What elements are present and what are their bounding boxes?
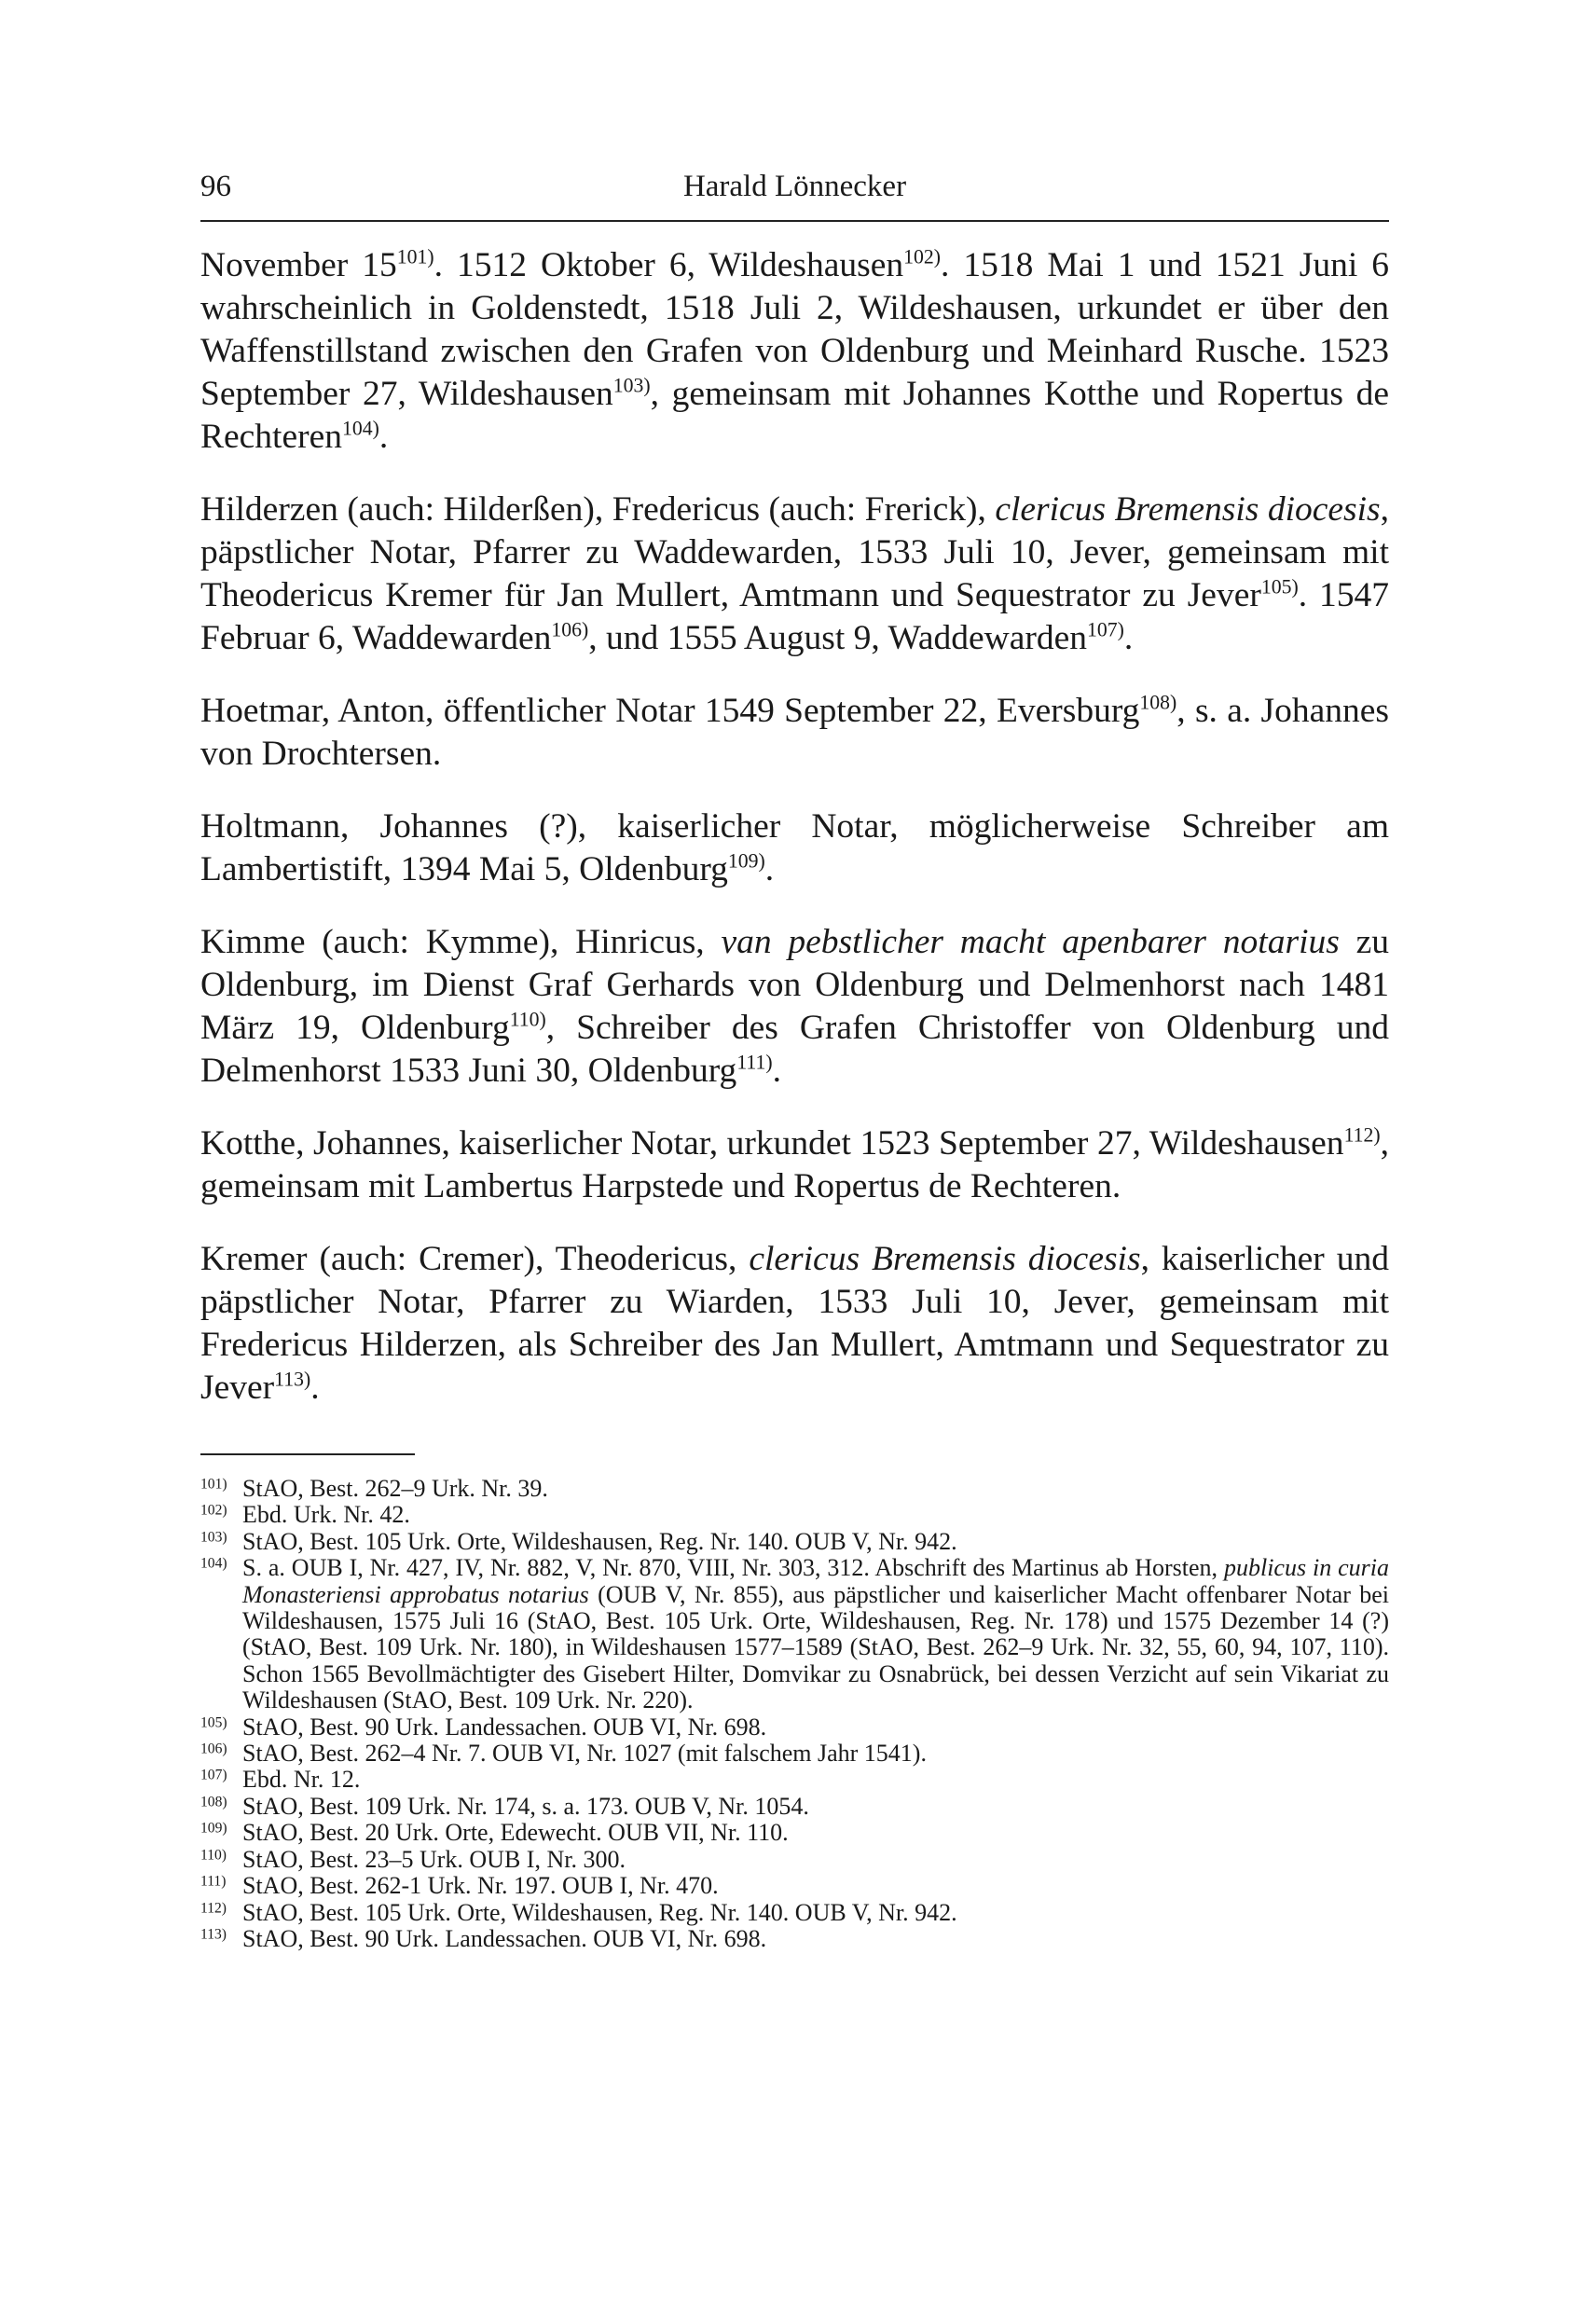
text-run: Hilderzen (auch: Hilderßen), Fredericus (auch: Frerick), — [200, 490, 996, 529]
footnote-number: 102) — [200, 1502, 227, 1519]
text-run: StAO, Best. 262-1 Urk. Nr. 197. OUB I, Nr. 470. — [242, 1872, 719, 1900]
footnote-number: 106) — [200, 1741, 227, 1757]
text-run: StAO, Best. 105 Urk. Orte, Wildeshausen, Reg. Nr. 140. OUB V, Nr. 942. — [242, 1527, 957, 1555]
footnote-number: 112) — [200, 1899, 227, 1916]
footnote-reference: 107) — [1087, 618, 1124, 641]
text-run: . 1547 Februar 6, Waddewarden — [200, 576, 1389, 657]
text-run: Kimme (auch: Kymme), Hinricus, — [200, 923, 722, 961]
text-run: , gemeinsam mit Johannes Kotthe und Ropertus de Rechteren — [200, 375, 1389, 456]
footnote-reference: 104) — [342, 417, 379, 440]
text-run: StAO, Best. 262–9 Urk. Nr. 39. — [242, 1475, 548, 1502]
text-run: , Schreiber des Grafen Christoffer von Oldenburg und Delmenhorst 1533 Juni 30, Oldenburg — [200, 1009, 1389, 1090]
footnote-reference: 112) — [1343, 1123, 1381, 1147]
footnote — [200, 1926, 1389, 1952]
text-run: StAO, Best. 109 Urk. Nr. 174, s. a. 173. OUB V, Nr. 1054. — [242, 1792, 809, 1820]
footnote-reference: 106) — [551, 618, 589, 641]
text-run: Hoetmar, Anton, öffentlicher Notar 1549 September 22, Eversburg — [200, 692, 1140, 730]
footnote-reference: 105) — [1260, 575, 1299, 599]
footnote-number-wrapper — [200, 1794, 242, 1820]
footnote-number: 105) — [200, 1714, 227, 1731]
text-run: StAO, Best. 20 Urk. Orte, Edewecht. OUB VII, Nr. 110. — [242, 1819, 789, 1847]
footnote-number: 107) — [200, 1767, 227, 1783]
footnote — [200, 1714, 1389, 1741]
text-run: StAO, Best. 262–4 Nr. 7. OUB VI, Nr. 1027 (mit falschem Jahr 1541). — [242, 1740, 927, 1768]
header-rule — [200, 220, 1389, 222]
footnote-reference: 102) — [903, 245, 942, 268]
text-run: . — [772, 1052, 781, 1090]
entry-hilderzen — [200, 489, 1389, 660]
running-head — [200, 170, 1389, 214]
footnote-reference: 108) — [1139, 691, 1177, 714]
entry-lambertus — [200, 244, 1389, 459]
text-run: StAO, Best. 23–5 Urk. OUB I, Nr. 300. — [242, 1845, 626, 1873]
latin-phrase: clericus Bremensis diocesis — [749, 1240, 1141, 1278]
text-run: November 15 — [200, 246, 397, 284]
text-run: . — [764, 850, 775, 888]
footnote-number-wrapper — [200, 1476, 242, 1502]
main-text — [200, 244, 1389, 1439]
footnote-number-wrapper — [200, 1820, 242, 1846]
entry-kremer — [200, 1238, 1389, 1410]
text-run: (OUB V, Nr. 855), aus päpstlicher und kaiserlicher Macht offenbarer Notar bei Wildeshausen, 1575 Juli 16 (StAO, Best. 105 Urk. Orte, Wildeshausen, Reg. Nr. 178) und 1575 Dezember 14 (?) (StAO, Best. 109 Urk. Nr. 180), in Wildeshausen 1577–1589 (StAO, Best. 262–9 Urk. Nr. 32, 55, 60, 94, 107, 110). Schon 1565 Bevollmächtigter des Gisebert Hilter, Domvikar zu Osnabrück, bei dessen Verzicht auf sein Vikariat zu Wildeshausen (StAO, Best. 109 Urk. Nr. 220). — [242, 1580, 1390, 1714]
footnote-number-wrapper — [200, 1529, 242, 1555]
text-run: , s. a. Johannes von Drochtersen. — [200, 692, 1389, 773]
footnote-number: 109) — [200, 1820, 227, 1837]
footnote — [200, 1794, 1389, 1820]
text-run: Kotthe, Johannes, kaiserlicher Notar, urkundet 1523 September 27, Wildeshausen — [200, 1124, 1344, 1163]
footnote — [200, 1529, 1389, 1555]
text-run: , päpstlicher Notar, Pfarrer zu Waddewarden, 1533 Juli 10, Jever, gemeinsam mit Theodericus Kremer für Jan Mullert, Amtmann und Sequestrator zu Jever — [200, 490, 1390, 614]
text-run: , gemeinsam mit Lambertus Harpstede und Ropertus de Rechteren. — [200, 1124, 1389, 1205]
footnote-number: 104) — [200, 1555, 227, 1572]
text-run: , und 1555 August 9, Waddewarden — [588, 619, 1087, 657]
footnote-number-wrapper — [200, 1767, 242, 1793]
footnote — [200, 1502, 1389, 1528]
footnote-number: 110) — [200, 1847, 227, 1864]
footnote-number-wrapper — [200, 1926, 242, 1952]
latin-phrase: clericus Bremensis diocesis — [995, 490, 1381, 529]
latin-phrase: van pebstlicher macht apenbarer notarius — [721, 923, 1340, 961]
text-run: Ebd. Nr. 12. — [242, 1766, 361, 1794]
text-run: StAO, Best. 105 Urk. Orte, Wildeshausen, Reg. Nr. 140. OUB V, Nr. 942. — [242, 1898, 957, 1926]
footnote-number-wrapper — [200, 1900, 242, 1926]
text-run: StAO, Best. 90 Urk. Landessachen. OUB VI, Nr. 698. — [242, 1713, 767, 1741]
text-run: Ebd. Urk. Nr. 42. — [242, 1501, 410, 1529]
text-run: , kaiserlicher und päpstlicher Notar, Pfarrer zu Wiarden, 1533 Juli 10, Jever, gemeinsam mit Fredericus Hilderzen, als Schreiber des Jan Mullert, Amtmann und Sequestrator zu Jever — [200, 1240, 1389, 1407]
footnote-number-wrapper — [200, 1741, 242, 1767]
page-number: 96 — [200, 170, 231, 203]
footnote-number: 103) — [200, 1529, 227, 1546]
footnote-number: 113) — [200, 1926, 227, 1943]
text-run: StAO, Best. 90 Urk. Landessachen. OUB VI, Nr. 698. — [242, 1924, 767, 1952]
entry-holtmann — [200, 805, 1389, 891]
footnote-number: 108) — [200, 1794, 227, 1810]
footnote-reference: 111) — [736, 1051, 773, 1074]
footnote-reference: 110) — [509, 1008, 546, 1031]
footnote-number: 101) — [200, 1476, 227, 1493]
entry-kimme — [200, 921, 1389, 1093]
footnote-number-wrapper — [200, 1555, 242, 1581]
footnote-reference: 113) — [274, 1368, 311, 1391]
text-run: . — [1123, 619, 1134, 657]
text-run: Holtmann, Johannes (?), kaiserlicher Notar, möglicherweise Schreiber am Lambertistift, 1394 Mai 5, Oldenburg — [200, 807, 1389, 888]
text-run: S. a. OUB I, Nr. 427, IV, Nr. 882, V, Nr. 870, VIII, Nr. 303, 312. Abschrift des Martinus ab Horsten, — [242, 1554, 1224, 1582]
latin-phrase: publicus in curia Monasteriensi approbatus notarius — [242, 1554, 1389, 1608]
footnote-number-wrapper — [200, 1873, 242, 1899]
text-run: . — [310, 1369, 320, 1407]
footnote — [200, 1847, 1389, 1873]
footnote-reference: 103) — [612, 374, 651, 397]
footnote-number-wrapper — [200, 1714, 242, 1741]
footnote-number-wrapper — [200, 1847, 242, 1873]
footnote — [200, 1873, 1389, 1899]
running-head-author: Harald Lönnecker — [682, 170, 907, 203]
footnote — [200, 1555, 1389, 1713]
entry-hoetmar — [200, 690, 1389, 776]
text-run: . — [378, 418, 389, 456]
footnote-number-wrapper — [200, 1502, 242, 1528]
footnote-reference: 101) — [396, 245, 434, 268]
text-run: . 1512 Oktober 6, Wildeshausen — [433, 246, 904, 284]
text-run: . 1518 Mai 1 und 1521 Juni 6 wahrscheinlich in Goldenstedt, 1518 Juli 2, Wildeshausen, urkundet er über den Waffenstillstand zwischen den Grafen von Oldenburg und Meinhard Rusche. 1523 September 27, Wildeshausen — [200, 246, 1389, 413]
footnote-separator — [200, 1453, 415, 1455]
footnote-reference: 109) — [727, 849, 765, 873]
text-run: Kremer (auch: Cremer), Theodericus, — [200, 1240, 750, 1278]
footnote — [200, 1820, 1389, 1846]
footnote-number: 111) — [200, 1873, 227, 1890]
footnotes — [200, 1476, 1389, 1952]
text-run: zu Oldenburg, im Dienst Graf Gerhards von Oldenburg und Delmenhorst nach 1481 März 19, Oldenburg — [200, 923, 1389, 1047]
footnote — [200, 1741, 1389, 1767]
entry-kotthe — [200, 1122, 1389, 1208]
footnote — [200, 1767, 1389, 1793]
footnote — [200, 1900, 1389, 1926]
footnote — [200, 1476, 1389, 1502]
